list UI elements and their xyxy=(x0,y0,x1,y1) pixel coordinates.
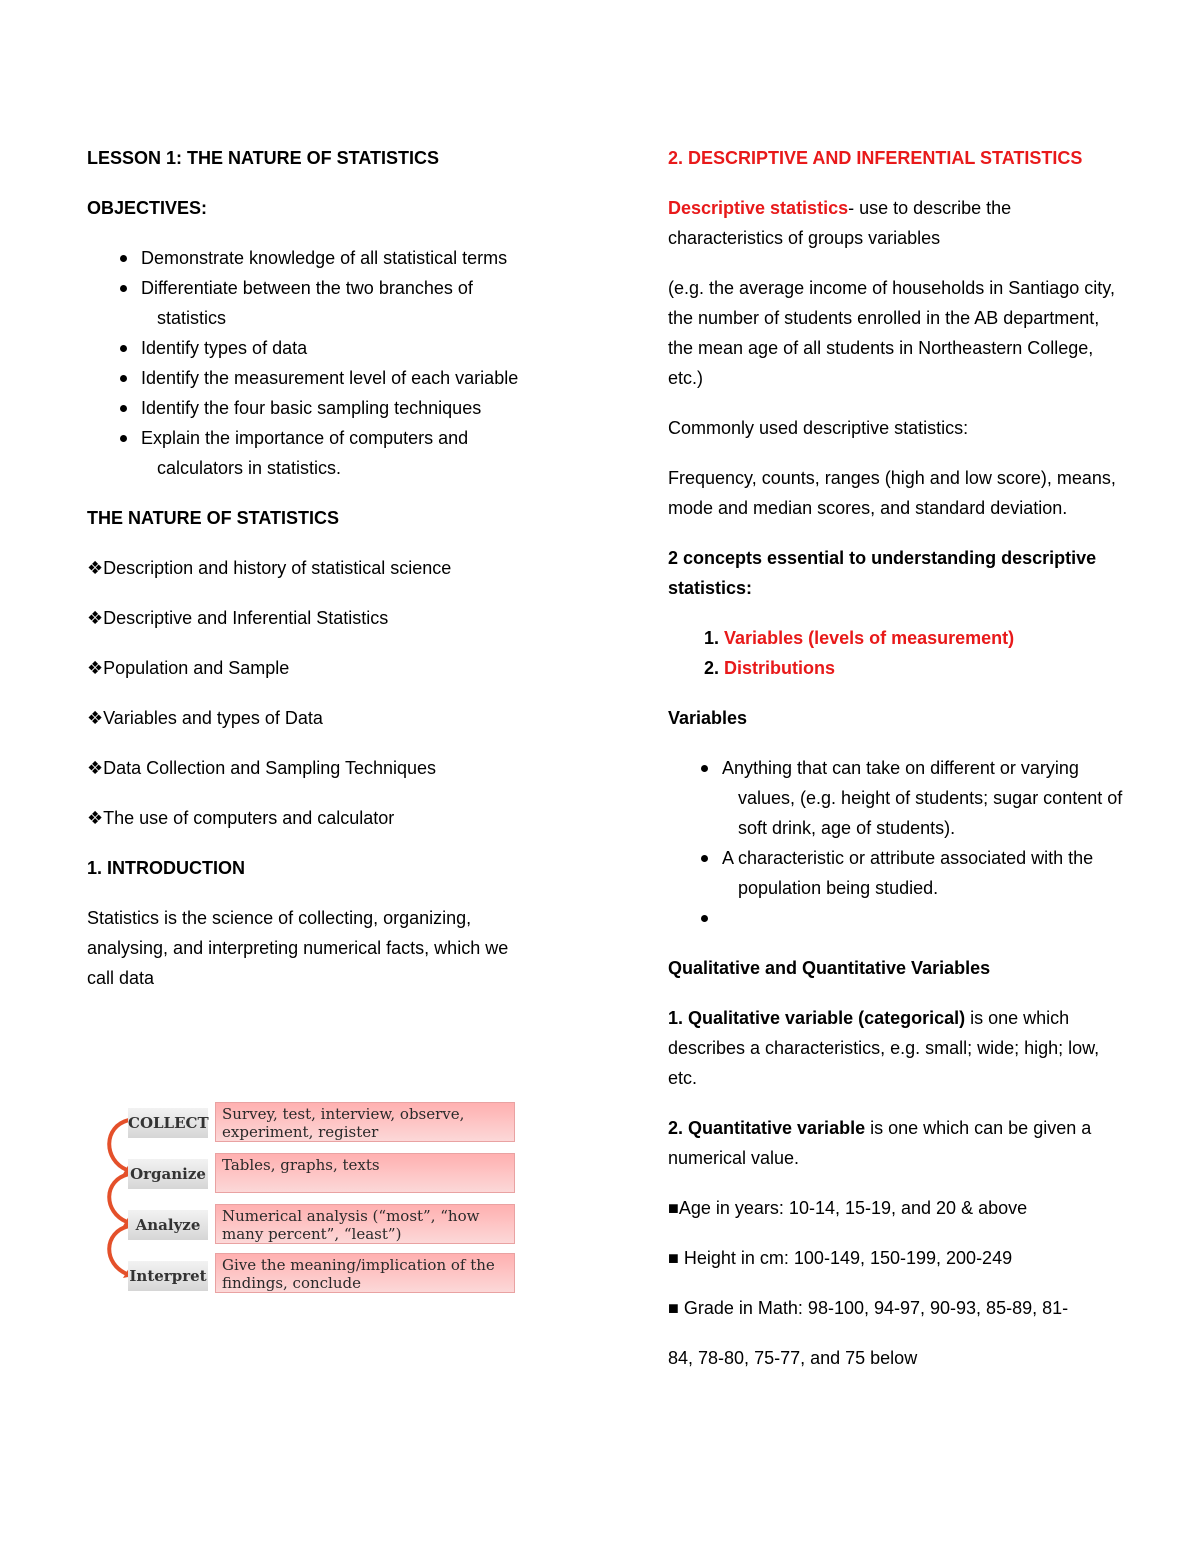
diamond-icon: ❖ xyxy=(87,658,104,678)
qq-heading: Qualitative and Quantitative Variables xyxy=(668,958,991,978)
list-item: Identify types of data xyxy=(87,333,532,363)
interpret-description: Give the meaning/implication of the findings, conclude xyxy=(215,1253,515,1293)
example-height: ■ Height in cm: 100-149, 150-199, 200-249 xyxy=(668,1248,1013,1268)
organize-description: Tables, graphs, texts xyxy=(215,1153,515,1193)
list-item: 2. Distributions xyxy=(704,658,836,678)
intro-heading: 1. INTRODUCTION xyxy=(87,858,246,878)
list-item: A characteristic or attribute associated with the population being studied. xyxy=(668,843,1128,903)
commonly-used-text: Commonly used descriptive statistics: xyxy=(668,418,969,438)
descriptive-term: Descriptive statistics xyxy=(668,198,849,218)
concepts-heading: 2 concepts essential to understanding descriptive statistics: xyxy=(668,548,1097,598)
list-item: Explain the importance of computers and calculators in statistics. xyxy=(87,423,532,483)
descriptive-definition: Descriptive statistics- use to describe the characteristics of groups variables xyxy=(668,198,1012,248)
statistics-process-diagram xyxy=(95,1098,520,1298)
right-column xyxy=(668,143,1128,1393)
nature-heading: THE NATURE OF STATISTICS xyxy=(87,508,339,528)
topic-item: ❖Variables and types of Data xyxy=(87,708,323,728)
list-item: Anything that can take on different or varying values, (e.g. height of students; sugar content of soft drink, age of students). xyxy=(668,753,1128,843)
diamond-icon: ❖ xyxy=(87,608,104,628)
qualitative-definition: 1. Qualitative variable (categorical) is one which describes a characteristics, e.g. small; wide; high; low, etc. xyxy=(668,1008,1100,1088)
list-item: Identify the measurement level of each variable xyxy=(87,363,532,393)
collect-label: COLLECT xyxy=(128,1108,208,1138)
concepts-list xyxy=(668,623,1128,683)
qualitative-term: Qualitative variable (categorical) xyxy=(688,1008,966,1028)
objectives-heading: OBJECTIVES: xyxy=(87,198,208,218)
objectives-list xyxy=(87,243,532,483)
list-item: Identify the four basic sampling techniques xyxy=(87,393,532,423)
topic-item: ❖The use of computers and calculator xyxy=(87,808,395,828)
example-grade: ■ Grade in Math: 98-100, 94-97, 90-93, 85-89, 81- xyxy=(668,1298,1069,1318)
variables-heading: Variables xyxy=(668,708,748,728)
diamond-icon: ❖ xyxy=(87,708,104,728)
topic-item: ❖Descriptive and Inferential Statistics xyxy=(87,608,389,628)
variables-list xyxy=(668,753,1128,933)
topic-item: ❖Data Collection and Sampling Techniques xyxy=(87,758,437,778)
organize-label: Organize xyxy=(128,1159,208,1189)
quantitative-term: Quantitative variable xyxy=(688,1118,866,1138)
left-column xyxy=(87,143,532,1013)
section-heading: 2. DESCRIPTIVE AND INFERENTIAL STATISTICS xyxy=(668,148,1083,168)
interpret-label: Interpret xyxy=(128,1261,208,1291)
topic-item: ❖Description and history of statistical science xyxy=(87,558,452,578)
example-text: (e.g. the average income of households in Santiago city, the number of students enrolled in the AB department, the mean age of all students in Northeastern College, etc.) xyxy=(668,278,1115,388)
diamond-icon: ❖ xyxy=(87,808,104,828)
example-age: ■Age in years: 10-14, 15-19, and 20 & above xyxy=(668,1198,1028,1218)
frequency-text: Frequency, counts, ranges (high and low score), means, mode and median scores, and standard deviation. xyxy=(668,468,1116,518)
lesson-title: LESSON 1: THE NATURE OF STATISTICS xyxy=(87,148,440,168)
topic-item: ❖Population and Sample xyxy=(87,658,290,678)
example-grade-continued: 84, 78-80, 75-77, and 75 below xyxy=(668,1348,918,1368)
collect-description: Survey, test, interview, observe, experiment, register xyxy=(215,1102,515,1142)
list-item: 1. Variables (levels of measurement) xyxy=(704,628,1015,648)
intro-text: Statistics is the science of collecting, organizing, analysing, and interpreting numerical facts, which we call data xyxy=(87,908,509,988)
list-item: Demonstrate knowledge of all statistical terms xyxy=(87,243,532,273)
analyze-label: Analyze xyxy=(128,1210,208,1240)
quantitative-definition: 2. Quantitative variable is one which can be given a numerical value. xyxy=(668,1118,1092,1168)
list-item xyxy=(668,903,1128,933)
diamond-icon: ❖ xyxy=(87,558,104,578)
analyze-description: Numerical analysis (“most”, “how many percent”, “least”) xyxy=(215,1204,515,1244)
diamond-icon: ❖ xyxy=(87,758,104,778)
list-item: Differentiate between the two branches of statistics xyxy=(87,273,532,333)
